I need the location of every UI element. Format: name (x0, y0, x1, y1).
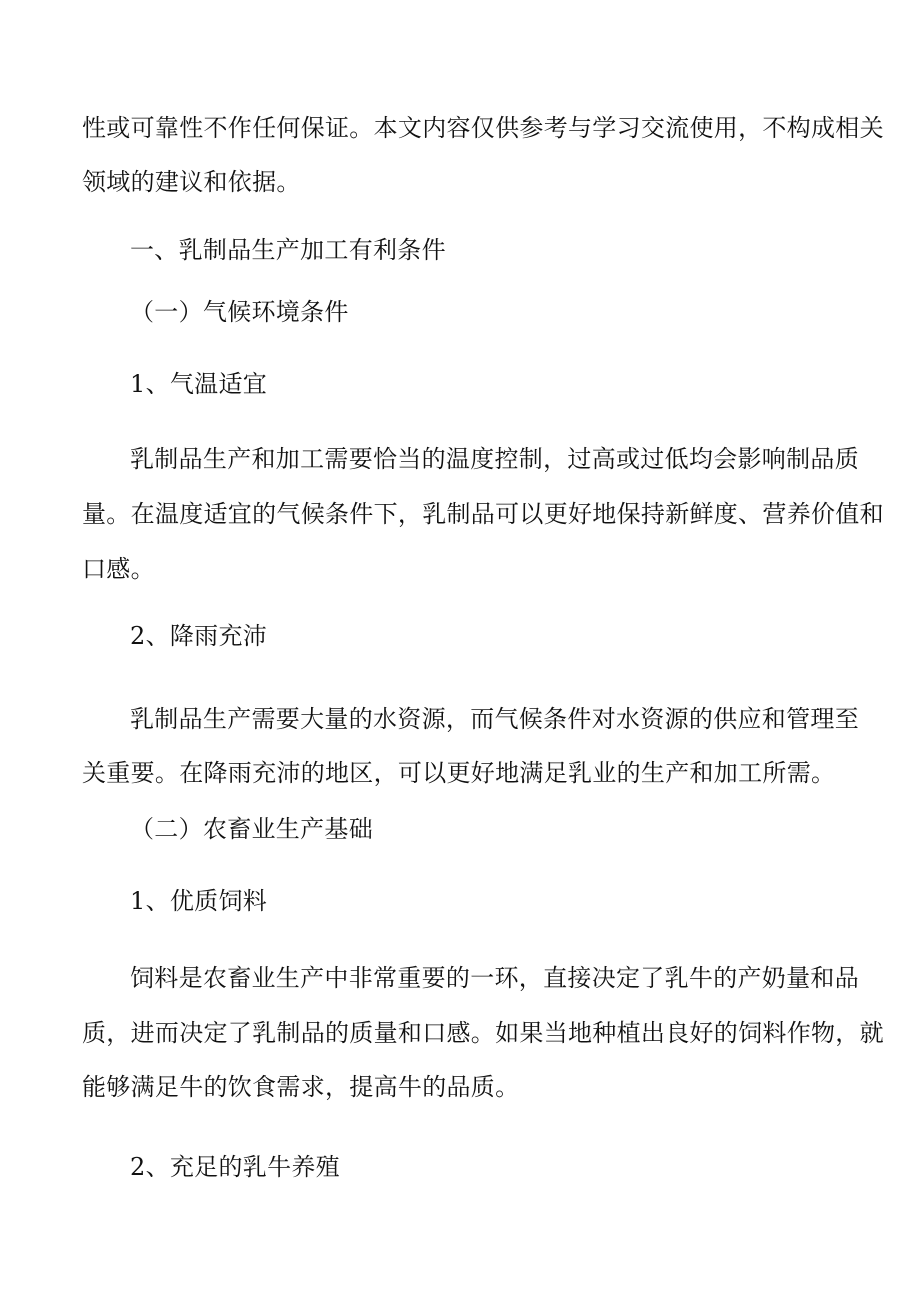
intro-text-line: 性或可靠性不作任何保证。本文内容仅供参考与学习交流使用，不构成相关 (82, 114, 884, 142)
item-heading: 2、降雨充沛 (130, 622, 268, 650)
item-heading: 2、充足的乳牛养殖 (130, 1153, 340, 1181)
paragraph-line: 量。在温度适宜的气候条件下，乳制品可以更好地保持新鲜度、营养价值和 (82, 500, 884, 528)
paragraph-line: 能够满足牛的饮食需求，提高牛的品质。 (82, 1073, 520, 1101)
paragraph-line: 饲料是农畜业生产中非常重要的一环，直接决定了乳牛的产奶量和品 (130, 964, 859, 992)
paragraph-line: 口感。 (82, 555, 155, 583)
paragraph-line: 关重要。在降雨充沛的地区，可以更好地满足乳业的生产和加工所需。 (82, 759, 836, 787)
intro-text-line: 领域的建议和依据。 (82, 168, 301, 196)
item-heading: 1、优质饲料 (130, 887, 268, 915)
section-heading: 一、乳制品生产加工有利条件 (130, 236, 446, 264)
subsection-heading: （一）气候环境条件 (130, 298, 349, 326)
paragraph-line: 乳制品生产需要大量的水资源，而气候条件对水资源的供应和管理至 (130, 705, 859, 733)
subsection-heading: （二）农畜业生产基础 (130, 815, 373, 843)
paragraph-line: 质，进而决定了乳制品的质量和口感。如果当地种植出良好的饲料作物，就 (82, 1019, 884, 1047)
item-heading: 1、气温适宜 (130, 370, 268, 398)
paragraph-line: 乳制品生产和加工需要恰当的温度控制，过高或过低均会影响制品质 (130, 445, 859, 473)
